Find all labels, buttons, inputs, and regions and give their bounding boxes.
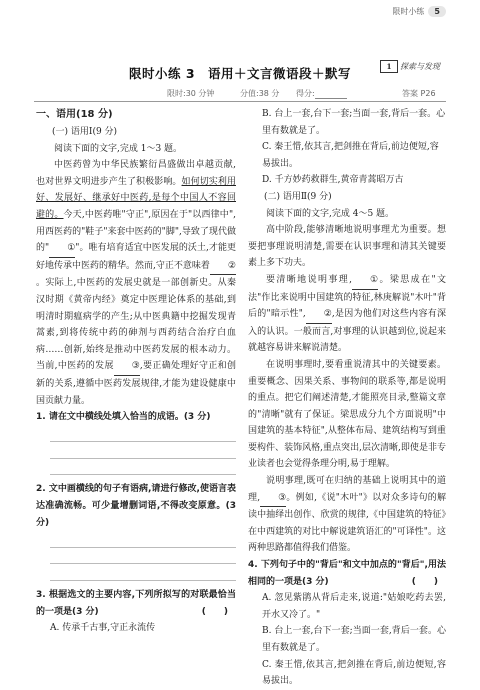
header-divider [34,101,446,102]
section-heading: 一、语用(18 分) [36,109,113,120]
header-tab [392,6,446,17]
answer-line[interactable] [50,426,236,443]
blank-3[interactable]: ③ [114,358,140,376]
page-number: 5 [428,6,446,17]
time-limit: 限时:30 分钟 [167,89,215,98]
passage-5: 说明事理,既可在归纳的基础上说明其中的道理, ③。例如,《说"木叶"》以对众多诗句的解读中抽绎出创作、欣赏的规律,《中国建筑的特征》在中西建筑的对比中解说建筑语汇的"可译性"。这两种思路都值得我们借鉴。 [248,476,446,554]
logo-text: 探索与发现 [400,62,440,71]
logo-book-icon: 1 [380,60,398,73]
score-total: 分值:38 分 [240,89,280,98]
option-c: C. 秦王惜,依其言,把剑推在背后,前边便短,容易拔出。 [262,142,439,169]
answer-paren[interactable]: ( ) [201,606,228,617]
right-column [248,106,446,690]
subsection-heading-1: (一) 语用Ⅰ(9 分) [52,127,118,137]
answer-line[interactable] [50,548,236,565]
score-got: 得分: [296,88,347,99]
subsection-heading-2: (二) 语用Ⅱ(9 分) [264,191,332,202]
score-blank [315,98,347,99]
option-b: B. 台上一套,台下一套;当面一套,背后一套。心里有数就是了。 [262,626,446,653]
question-3: 3. 根据选文的主要内容,下列所拟写的对联最恰当的一项是(3 分) ( ) [36,587,236,620]
blank-6[interactable]: ③ [260,490,286,508]
question-2: 2. 文中画横线的句子有语病,请进行修改,使语言表达准确流畅。可少量增删词语,不得改变原意。(3 分) [36,484,236,528]
question-1: 1. 请在文中横线处填入恰当的成语。(3 分) [36,412,211,423]
answer-line[interactable] [50,459,236,476]
blank-1[interactable]: ① [49,240,75,258]
passage-1: 中医药曾为中华民族繁衍昌盛做出卓越贡献,也对世界文明进步产生了积极影响。如何切实利用好、发展好、继承好中医药,是每个中国人不容回避的。今天,中医药唯"守正",原因在于"以西律中",用西医药的"鞋子"来套中医药的"脚",导致了现代做的" ①"。唯有培育适宜中医发展的沃土,才能更好地传承中医药的精华。然而,守正不意味着 ②。实际上,中医药的发展史就是一部创新史。从秦汉时期《黄帝内经》奠定中医理论体系的基础,到明清时期瘟病学的产生;从中医典籍中挖掘发现青蒿素,到将传统中药的砷剂与西药结合治疗白血病……创新,始终是推动中医药发展的根本动力。当前,中医药的发展 ③,要正确处理好守正和创新的关系,遵循中医药发展规律,才能为建设健康中国贡献力量。 [36,160,236,406]
answer-line[interactable] [50,564,236,581]
underlined-sentence: 如何切实利用好、发展好、继承好中医药,是每个中国人不容回避的。 [36,176,236,220]
brand-logo [380,60,440,73]
header-tab-label: 限时小练 [392,7,425,16]
answer-line[interactable] [50,531,236,548]
question-4: 4. 下列句子中的"背后"和文中加点的"背后",用法相同的一项是(3 分) ( ) [248,557,446,590]
option-b: B. 台上一套,台下一套;当面一套,背后一套。心里有数就是了。 [262,109,446,136]
answer-ref: 答案 P26 [402,89,436,98]
passage-4: 在说明事理时,要看重说清其中的关键要素。重要概念、因果关系、事物间的联系等,都是说明的重点。把它们阐述清楚,才能照亮目录,整篇文章的"清晰"就有了保证。梁思成分九个方面说明"中国建筑的基本特征",从整体布局、建筑结构写到重要构件、装饰风格,重点突出,层次清晰,即使是非专业读者也会觉得条理分明,易于理解。 [248,359,446,470]
option-d: D. 千方妙药救群生,黄帝青蒿昭万古 [262,175,404,186]
option-c: C. 秦王惜,依其言,把剑推在背后,前边便短,容易拔出。 [262,659,446,687]
left-column [36,106,236,637]
answer-paren[interactable]: ( ) [411,576,438,587]
instruction-1: 阅读下面的文字,完成 1～3 题。 [54,143,183,154]
passage-3: 要清晰地说明事理, ①。梁思成在"文法"作比来说明中国建筑的特征,林庚解说"木叶"背后的"暗示性", ②,是因为他们对这些内容有深入的认识。一般而言,对事理的认识越到位,说起来就越容易讲来解说清楚。 [248,272,446,357]
instruction-2: 阅读下面的文字,完成 4～5 题。 [266,208,395,219]
blank-4[interactable]: ① [352,272,378,290]
blank-5[interactable]: ② [306,306,332,324]
option-a: A. 忽见紫鹃从背后走来,说道:"姑娘吃药去罢,开水又冷了。" [262,593,446,620]
answer-line[interactable] [50,442,236,459]
blank-2[interactable]: ② [210,258,236,276]
passage-2: 高中阶段,能够清晰地说明事理尤为重要。想要把事理说明清楚,需要在认识事理和清其关键要素上多下功夫。 [248,225,446,269]
option-a: A. 传承千古事,守正永流传 [50,623,156,634]
page-title: 限时小练 3 语用＋文言微语段＋默写 [128,66,352,81]
